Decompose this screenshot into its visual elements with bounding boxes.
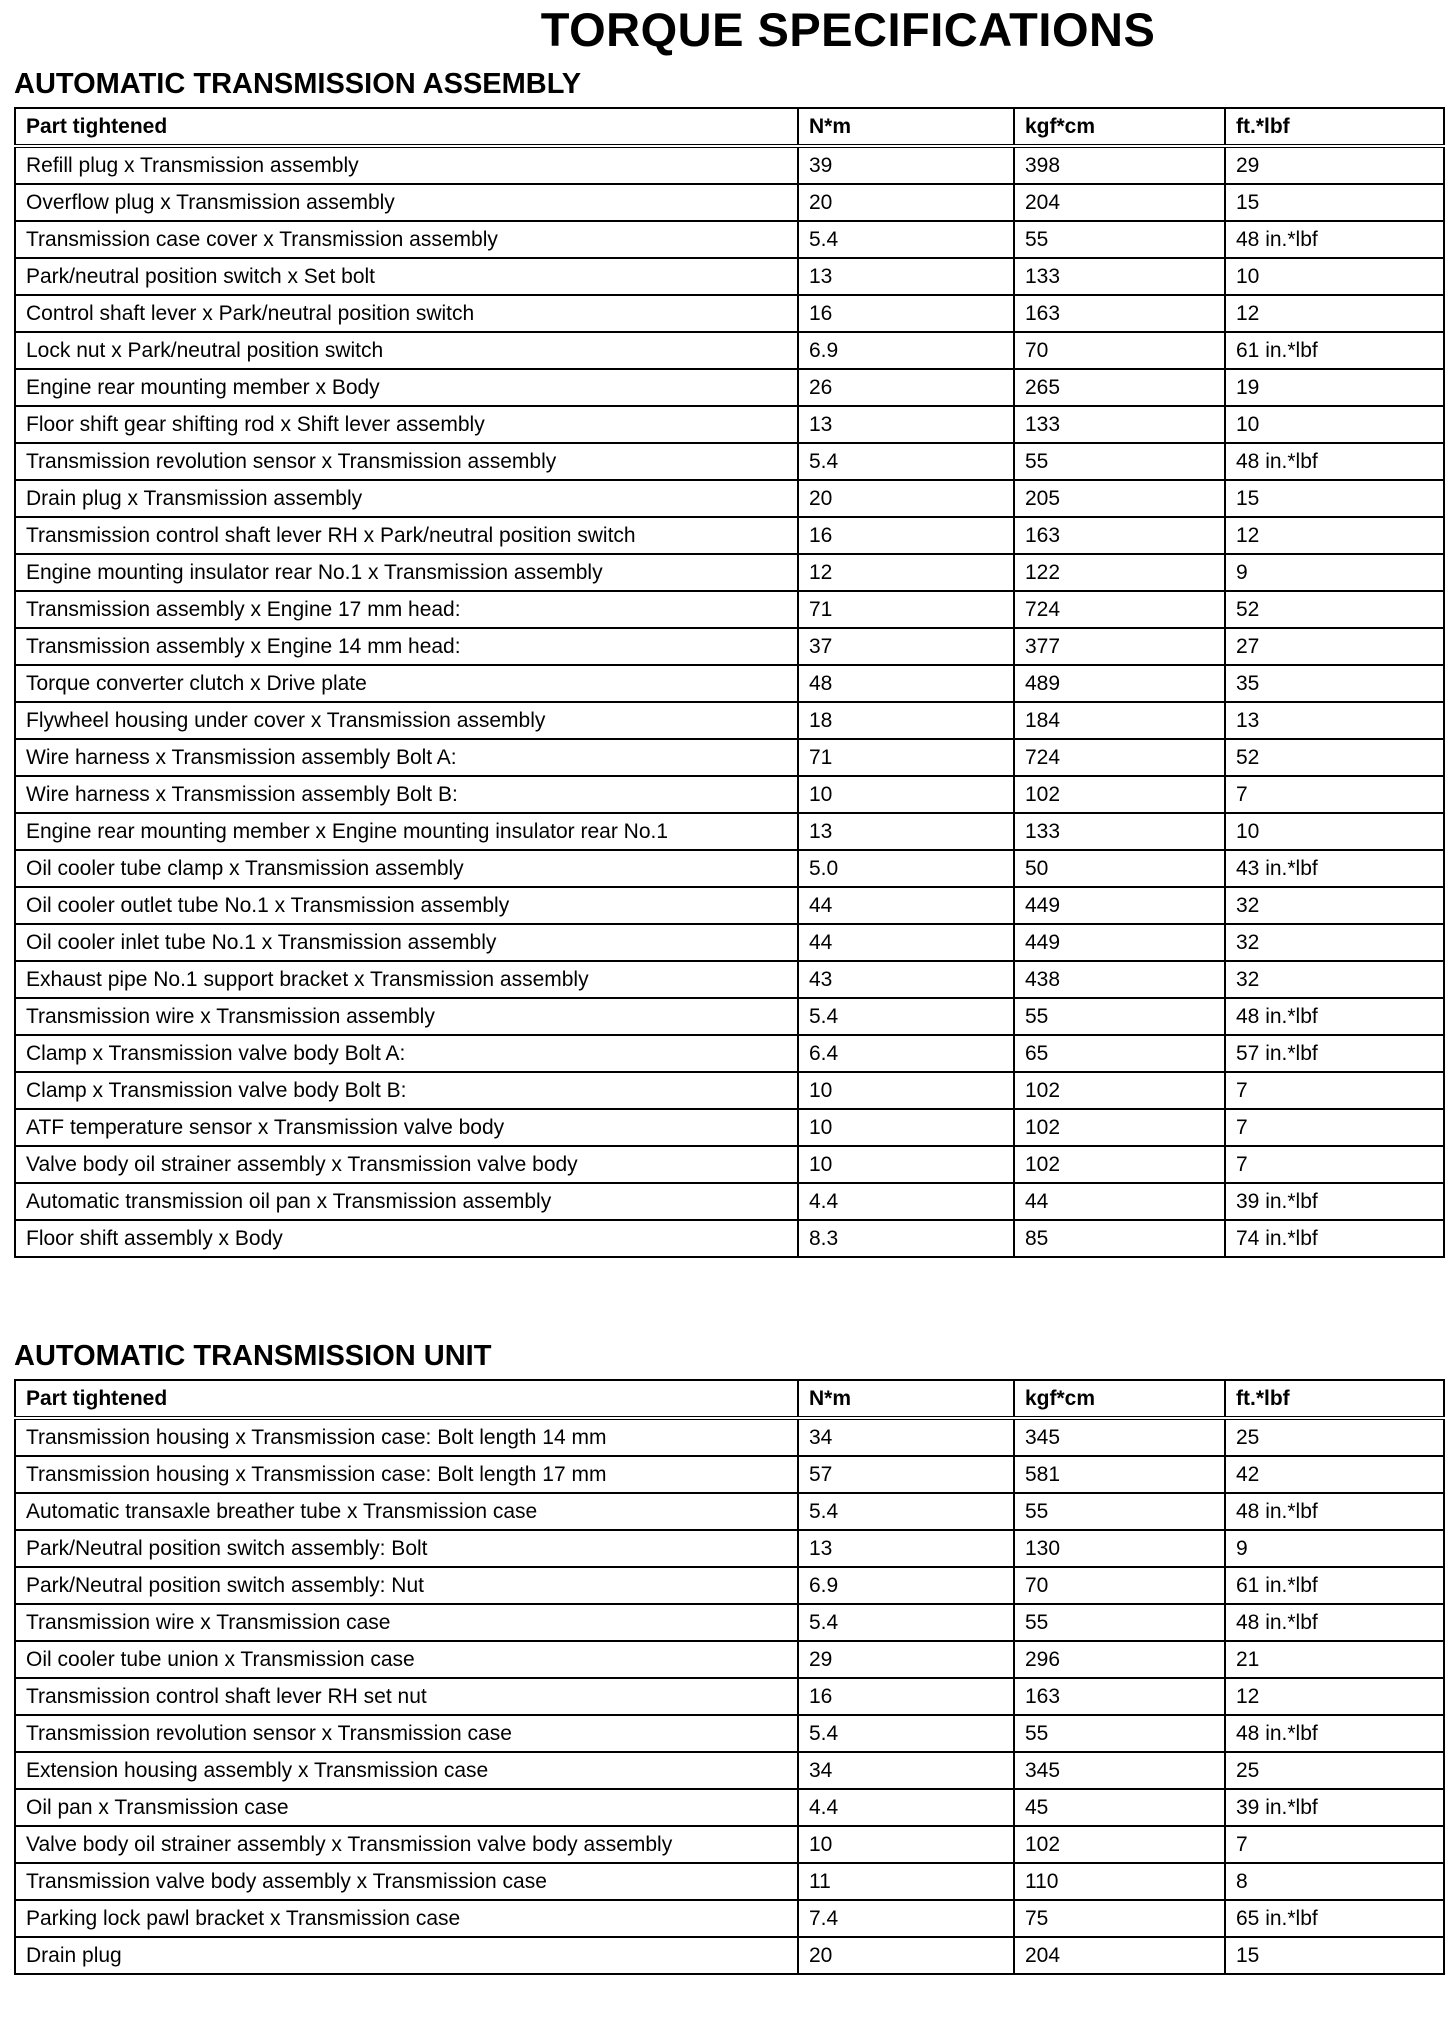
page-title: TORQUE SPECIFICATIONS bbox=[540, 3, 1156, 56]
cell-nm: 10 bbox=[798, 776, 1014, 813]
header-ftlbf: ft.*lbf bbox=[1225, 1380, 1444, 1418]
cell-part: Transmission control shaft lever RH set nut bbox=[15, 1678, 798, 1715]
cell-nm: 39 bbox=[798, 146, 1014, 184]
cell-nm: 5.4 bbox=[798, 221, 1014, 258]
table-row bbox=[15, 1752, 1444, 1789]
cell-kgfcm: 204 bbox=[1014, 1937, 1225, 1974]
cell-kgfcm: 133 bbox=[1014, 258, 1225, 295]
cell-nm: 10 bbox=[798, 1826, 1014, 1863]
cell-part: Oil cooler tube union x Transmission case bbox=[15, 1641, 798, 1678]
cell-part: Automatic transmission oil pan x Transmission assembly bbox=[15, 1183, 798, 1220]
cell-nm: 18 bbox=[798, 702, 1014, 739]
cell-nm: 26 bbox=[798, 369, 1014, 406]
table-row bbox=[15, 1418, 1444, 1456]
table-row bbox=[15, 554, 1444, 591]
cell-kgfcm: 133 bbox=[1014, 406, 1225, 443]
cell-part: Oil pan x Transmission case bbox=[15, 1789, 798, 1826]
cell-ftlbf: 48 in.*lbf bbox=[1225, 443, 1444, 480]
cell-kgfcm: 345 bbox=[1014, 1752, 1225, 1789]
cell-kgfcm: 163 bbox=[1014, 1678, 1225, 1715]
cell-part: Automatic transaxle breather tube x Transmission case bbox=[15, 1493, 798, 1530]
cell-ftlbf: 10 bbox=[1225, 406, 1444, 443]
table-row bbox=[15, 1567, 1444, 1604]
cell-kgfcm: 55 bbox=[1014, 443, 1225, 480]
header-kgfcm: kgf*cm bbox=[1014, 1380, 1225, 1418]
cell-kgfcm: 377 bbox=[1014, 628, 1225, 665]
cell-part: Transmission control shaft lever RH x Park/neutral position switch bbox=[15, 517, 798, 554]
table-row bbox=[15, 369, 1444, 406]
cell-ftlbf: 13 bbox=[1225, 702, 1444, 739]
cell-nm: 5.0 bbox=[798, 850, 1014, 887]
section-title-assembly: AUTOMATIC TRANSMISSION ASSEMBLY bbox=[14, 68, 582, 100]
table-row bbox=[15, 739, 1444, 776]
cell-nm: 16 bbox=[798, 517, 1014, 554]
cell-kgfcm: 55 bbox=[1014, 1493, 1225, 1530]
table-row bbox=[15, 1072, 1444, 1109]
cell-ftlbf: 12 bbox=[1225, 295, 1444, 332]
table-row bbox=[15, 1530, 1444, 1567]
cell-kgfcm: 204 bbox=[1014, 184, 1225, 221]
cell-nm: 6.4 bbox=[798, 1035, 1014, 1072]
cell-nm: 10 bbox=[798, 1109, 1014, 1146]
cell-nm: 34 bbox=[798, 1418, 1014, 1456]
cell-kgfcm: 581 bbox=[1014, 1456, 1225, 1493]
cell-ftlbf: 52 bbox=[1225, 591, 1444, 628]
cell-ftlbf: 39 in.*lbf bbox=[1225, 1789, 1444, 1826]
cell-kgfcm: 133 bbox=[1014, 813, 1225, 850]
header-part: Part tightened bbox=[15, 1380, 798, 1418]
cell-ftlbf: 52 bbox=[1225, 739, 1444, 776]
cell-ftlbf: 7 bbox=[1225, 1072, 1444, 1109]
cell-nm: 71 bbox=[798, 591, 1014, 628]
cell-part: Transmission wire x Transmission case bbox=[15, 1604, 798, 1641]
cell-ftlbf: 10 bbox=[1225, 813, 1444, 850]
table-row bbox=[15, 961, 1444, 998]
cell-kgfcm: 65 bbox=[1014, 1035, 1225, 1072]
cell-nm: 57 bbox=[798, 1456, 1014, 1493]
table-row bbox=[15, 1604, 1444, 1641]
cell-nm: 43 bbox=[798, 961, 1014, 998]
cell-part: Flywheel housing under cover x Transmission assembly bbox=[15, 702, 798, 739]
cell-part: Transmission revolution sensor x Transmission case bbox=[15, 1715, 798, 1752]
cell-nm: 11 bbox=[798, 1863, 1014, 1900]
cell-kgfcm: 102 bbox=[1014, 1146, 1225, 1183]
cell-nm: 37 bbox=[798, 628, 1014, 665]
cell-part: Oil cooler inlet tube No.1 x Transmission assembly bbox=[15, 924, 798, 961]
cell-ftlbf: 21 bbox=[1225, 1641, 1444, 1678]
header-nm: N*m bbox=[798, 108, 1014, 146]
cell-ftlbf: 29 bbox=[1225, 146, 1444, 184]
cell-nm: 10 bbox=[798, 1146, 1014, 1183]
cell-nm: 16 bbox=[798, 1678, 1014, 1715]
table-row bbox=[15, 480, 1444, 517]
cell-nm: 13 bbox=[798, 1530, 1014, 1567]
table-row bbox=[15, 1937, 1444, 1974]
cell-ftlbf: 61 in.*lbf bbox=[1225, 1567, 1444, 1604]
table-row bbox=[15, 258, 1444, 295]
cell-ftlbf: 65 in.*lbf bbox=[1225, 1900, 1444, 1937]
cell-ftlbf: 57 in.*lbf bbox=[1225, 1035, 1444, 1072]
cell-part: Engine rear mounting member x Body bbox=[15, 369, 798, 406]
cell-nm: 10 bbox=[798, 1072, 1014, 1109]
cell-part: Transmission assembly x Engine 14 mm head: bbox=[15, 628, 798, 665]
cell-part: Clamp x Transmission valve body Bolt B: bbox=[15, 1072, 798, 1109]
table-row bbox=[15, 517, 1444, 554]
cell-ftlbf: 15 bbox=[1225, 480, 1444, 517]
cell-part: Oil cooler outlet tube No.1 x Transmission assembly bbox=[15, 887, 798, 924]
cell-kgfcm: 102 bbox=[1014, 1109, 1225, 1146]
cell-kgfcm: 50 bbox=[1014, 850, 1225, 887]
cell-kgfcm: 85 bbox=[1014, 1220, 1225, 1257]
cell-nm: 5.4 bbox=[798, 443, 1014, 480]
cell-ftlbf: 43 in.*lbf bbox=[1225, 850, 1444, 887]
cell-part: Clamp x Transmission valve body Bolt A: bbox=[15, 1035, 798, 1072]
cell-ftlbf: 32 bbox=[1225, 924, 1444, 961]
cell-nm: 29 bbox=[798, 1641, 1014, 1678]
table-row bbox=[15, 591, 1444, 628]
cell-part: Extension housing assembly x Transmission case bbox=[15, 1752, 798, 1789]
cell-part: Parking lock pawl bracket x Transmission case bbox=[15, 1900, 798, 1937]
cell-nm: 34 bbox=[798, 1752, 1014, 1789]
cell-part: Transmission assembly x Engine 17 mm head: bbox=[15, 591, 798, 628]
cell-part: Floor shift assembly x Body bbox=[15, 1220, 798, 1257]
cell-ftlbf: 35 bbox=[1225, 665, 1444, 702]
cell-ftlbf: 25 bbox=[1225, 1752, 1444, 1789]
cell-kgfcm: 449 bbox=[1014, 887, 1225, 924]
table-row bbox=[15, 1900, 1444, 1937]
cell-nm: 5.4 bbox=[798, 1715, 1014, 1752]
cell-part: Park/Neutral position switch assembly: Nut bbox=[15, 1567, 798, 1604]
cell-kgfcm: 55 bbox=[1014, 1715, 1225, 1752]
table-row bbox=[15, 776, 1444, 813]
header-kgfcm: kgf*cm bbox=[1014, 108, 1225, 146]
cell-nm: 4.4 bbox=[798, 1183, 1014, 1220]
cell-ftlbf: 15 bbox=[1225, 184, 1444, 221]
cell-part: Torque converter clutch x Drive plate bbox=[15, 665, 798, 702]
cell-ftlbf: 7 bbox=[1225, 1146, 1444, 1183]
cell-kgfcm: 110 bbox=[1014, 1863, 1225, 1900]
cell-nm: 13 bbox=[798, 813, 1014, 850]
header-nm: N*m bbox=[798, 1380, 1014, 1418]
table-row bbox=[15, 702, 1444, 739]
cell-kgfcm: 55 bbox=[1014, 1604, 1225, 1641]
cell-nm: 6.9 bbox=[798, 332, 1014, 369]
cell-part: Wire harness x Transmission assembly Bolt B: bbox=[15, 776, 798, 813]
cell-part: Refill plug x Transmission assembly bbox=[15, 146, 798, 184]
cell-kgfcm: 449 bbox=[1014, 924, 1225, 961]
cell-ftlbf: 8 bbox=[1225, 1863, 1444, 1900]
cell-kgfcm: 70 bbox=[1014, 1567, 1225, 1604]
cell-ftlbf: 12 bbox=[1225, 517, 1444, 554]
table-row bbox=[15, 443, 1444, 480]
table-row bbox=[15, 1641, 1444, 1678]
cell-nm: 6.9 bbox=[798, 1567, 1014, 1604]
cell-ftlbf: 25 bbox=[1225, 1418, 1444, 1456]
cell-nm: 48 bbox=[798, 665, 1014, 702]
cell-ftlbf: 48 in.*lbf bbox=[1225, 998, 1444, 1035]
table-row bbox=[15, 1183, 1444, 1220]
cell-ftlbf: 27 bbox=[1225, 628, 1444, 665]
cell-kgfcm: 45 bbox=[1014, 1789, 1225, 1826]
cell-kgfcm: 70 bbox=[1014, 332, 1225, 369]
table-row bbox=[15, 1826, 1444, 1863]
cell-ftlbf: 7 bbox=[1225, 1826, 1444, 1863]
cell-kgfcm: 55 bbox=[1014, 221, 1225, 258]
cell-nm: 20 bbox=[798, 480, 1014, 517]
cell-ftlbf: 48 in.*lbf bbox=[1225, 221, 1444, 258]
cell-kgfcm: 345 bbox=[1014, 1418, 1225, 1456]
table-row bbox=[15, 887, 1444, 924]
table-row bbox=[15, 628, 1444, 665]
cell-kgfcm: 163 bbox=[1014, 517, 1225, 554]
table-row bbox=[15, 1789, 1444, 1826]
cell-kgfcm: 265 bbox=[1014, 369, 1225, 406]
cell-part: Drain plug x Transmission assembly bbox=[15, 480, 798, 517]
table-row bbox=[15, 1715, 1444, 1752]
cell-nm: 8.3 bbox=[798, 1220, 1014, 1257]
table-row bbox=[15, 665, 1444, 702]
cell-nm: 13 bbox=[798, 258, 1014, 295]
torque-table-unit bbox=[14, 1379, 1445, 1975]
cell-ftlbf: 74 in.*lbf bbox=[1225, 1220, 1444, 1257]
table-row bbox=[15, 221, 1444, 258]
cell-ftlbf: 12 bbox=[1225, 1678, 1444, 1715]
cell-kgfcm: 130 bbox=[1014, 1530, 1225, 1567]
cell-ftlbf: 9 bbox=[1225, 554, 1444, 591]
table-row bbox=[15, 1035, 1444, 1072]
cell-ftlbf: 10 bbox=[1225, 258, 1444, 295]
cell-nm: 20 bbox=[798, 1937, 1014, 1974]
table-row bbox=[15, 295, 1444, 332]
table-row bbox=[15, 184, 1444, 221]
cell-part: Valve body oil strainer assembly x Transmission valve body assembly bbox=[15, 1826, 798, 1863]
cell-part: Engine rear mounting member x Engine mounting insulator rear No.1 bbox=[15, 813, 798, 850]
table-row bbox=[15, 332, 1444, 369]
table-row bbox=[15, 1220, 1444, 1257]
cell-nm: 44 bbox=[798, 887, 1014, 924]
table-header-row bbox=[15, 1380, 1444, 1418]
cell-part: Exhaust pipe No.1 support bracket x Transmission assembly bbox=[15, 961, 798, 998]
table-row bbox=[15, 1146, 1444, 1183]
cell-kgfcm: 102 bbox=[1014, 1072, 1225, 1109]
cell-kgfcm: 163 bbox=[1014, 295, 1225, 332]
cell-kgfcm: 724 bbox=[1014, 591, 1225, 628]
header-ftlbf: ft.*lbf bbox=[1225, 108, 1444, 146]
cell-part: Transmission housing x Transmission case: Bolt length 17 mm bbox=[15, 1456, 798, 1493]
cell-ftlbf: 15 bbox=[1225, 1937, 1444, 1974]
cell-ftlbf: 32 bbox=[1225, 961, 1444, 998]
cell-ftlbf: 7 bbox=[1225, 776, 1444, 813]
cell-ftlbf: 48 in.*lbf bbox=[1225, 1493, 1444, 1530]
cell-part: Engine mounting insulator rear No.1 x Transmission assembly bbox=[15, 554, 798, 591]
cell-part: Valve body oil strainer assembly x Transmission valve body bbox=[15, 1146, 798, 1183]
section-title-unit: AUTOMATIC TRANSMISSION UNIT bbox=[14, 1340, 492, 1372]
cell-nm: 5.4 bbox=[798, 1604, 1014, 1641]
cell-part: Transmission revolution sensor x Transmission assembly bbox=[15, 443, 798, 480]
cell-nm: 4.4 bbox=[798, 1789, 1014, 1826]
cell-part: Wire harness x Transmission assembly Bolt A: bbox=[15, 739, 798, 776]
cell-ftlbf: 39 in.*lbf bbox=[1225, 1183, 1444, 1220]
cell-ftlbf: 19 bbox=[1225, 369, 1444, 406]
cell-ftlbf: 48 in.*lbf bbox=[1225, 1715, 1444, 1752]
table-row bbox=[15, 1863, 1444, 1900]
cell-kgfcm: 122 bbox=[1014, 554, 1225, 591]
cell-kgfcm: 489 bbox=[1014, 665, 1225, 702]
cell-nm: 5.4 bbox=[798, 1493, 1014, 1530]
table-row bbox=[15, 1456, 1444, 1493]
cell-kgfcm: 55 bbox=[1014, 998, 1225, 1035]
cell-nm: 12 bbox=[798, 554, 1014, 591]
cell-part: ATF temperature sensor x Transmission valve body bbox=[15, 1109, 798, 1146]
cell-part: Oil cooler tube clamp x Transmission assembly bbox=[15, 850, 798, 887]
cell-kgfcm: 102 bbox=[1014, 1826, 1225, 1863]
table-row bbox=[15, 998, 1444, 1035]
cell-nm: 13 bbox=[798, 406, 1014, 443]
cell-part: Park/Neutral position switch assembly: Bolt bbox=[15, 1530, 798, 1567]
torque-table-assembly bbox=[14, 107, 1445, 1258]
cell-part: Floor shift gear shifting rod x Shift lever assembly bbox=[15, 406, 798, 443]
cell-kgfcm: 724 bbox=[1014, 739, 1225, 776]
table-row bbox=[15, 850, 1444, 887]
cell-kgfcm: 296 bbox=[1014, 1641, 1225, 1678]
table-row bbox=[15, 924, 1444, 961]
table-row bbox=[15, 146, 1444, 184]
cell-ftlbf: 42 bbox=[1225, 1456, 1444, 1493]
table-header-row bbox=[15, 108, 1444, 146]
cell-kgfcm: 102 bbox=[1014, 776, 1225, 813]
cell-kgfcm: 184 bbox=[1014, 702, 1225, 739]
cell-ftlbf: 7 bbox=[1225, 1109, 1444, 1146]
cell-kgfcm: 205 bbox=[1014, 480, 1225, 517]
cell-part: Lock nut x Park/neutral position switch bbox=[15, 332, 798, 369]
cell-kgfcm: 438 bbox=[1014, 961, 1225, 998]
cell-part: Drain plug bbox=[15, 1937, 798, 1974]
cell-kgfcm: 398 bbox=[1014, 146, 1225, 184]
cell-nm: 71 bbox=[798, 739, 1014, 776]
cell-nm: 5.4 bbox=[798, 998, 1014, 1035]
cell-part: Transmission wire x Transmission assembly bbox=[15, 998, 798, 1035]
cell-kgfcm: 75 bbox=[1014, 1900, 1225, 1937]
cell-ftlbf: 61 in.*lbf bbox=[1225, 332, 1444, 369]
cell-ftlbf: 9 bbox=[1225, 1530, 1444, 1567]
cell-part: Overflow plug x Transmission assembly bbox=[15, 184, 798, 221]
cell-ftlbf: 48 in.*lbf bbox=[1225, 1604, 1444, 1641]
cell-kgfcm: 44 bbox=[1014, 1183, 1225, 1220]
table-row bbox=[15, 1678, 1444, 1715]
table-row bbox=[15, 813, 1444, 850]
table-row bbox=[15, 1109, 1444, 1146]
table-row bbox=[15, 406, 1444, 443]
header-part: Part tightened bbox=[15, 108, 798, 146]
cell-nm: 20 bbox=[798, 184, 1014, 221]
cell-part: Transmission housing x Transmission case: Bolt length 14 mm bbox=[15, 1418, 798, 1456]
cell-nm: 7.4 bbox=[798, 1900, 1014, 1937]
cell-nm: 16 bbox=[798, 295, 1014, 332]
cell-part: Transmission valve body assembly x Transmission case bbox=[15, 1863, 798, 1900]
cell-nm: 44 bbox=[798, 924, 1014, 961]
cell-ftlbf: 32 bbox=[1225, 887, 1444, 924]
cell-part: Control shaft lever x Park/neutral position switch bbox=[15, 295, 798, 332]
cell-part: Park/neutral position switch x Set bolt bbox=[15, 258, 798, 295]
cell-part: Transmission case cover x Transmission assembly bbox=[15, 221, 798, 258]
table-row bbox=[15, 1493, 1444, 1530]
